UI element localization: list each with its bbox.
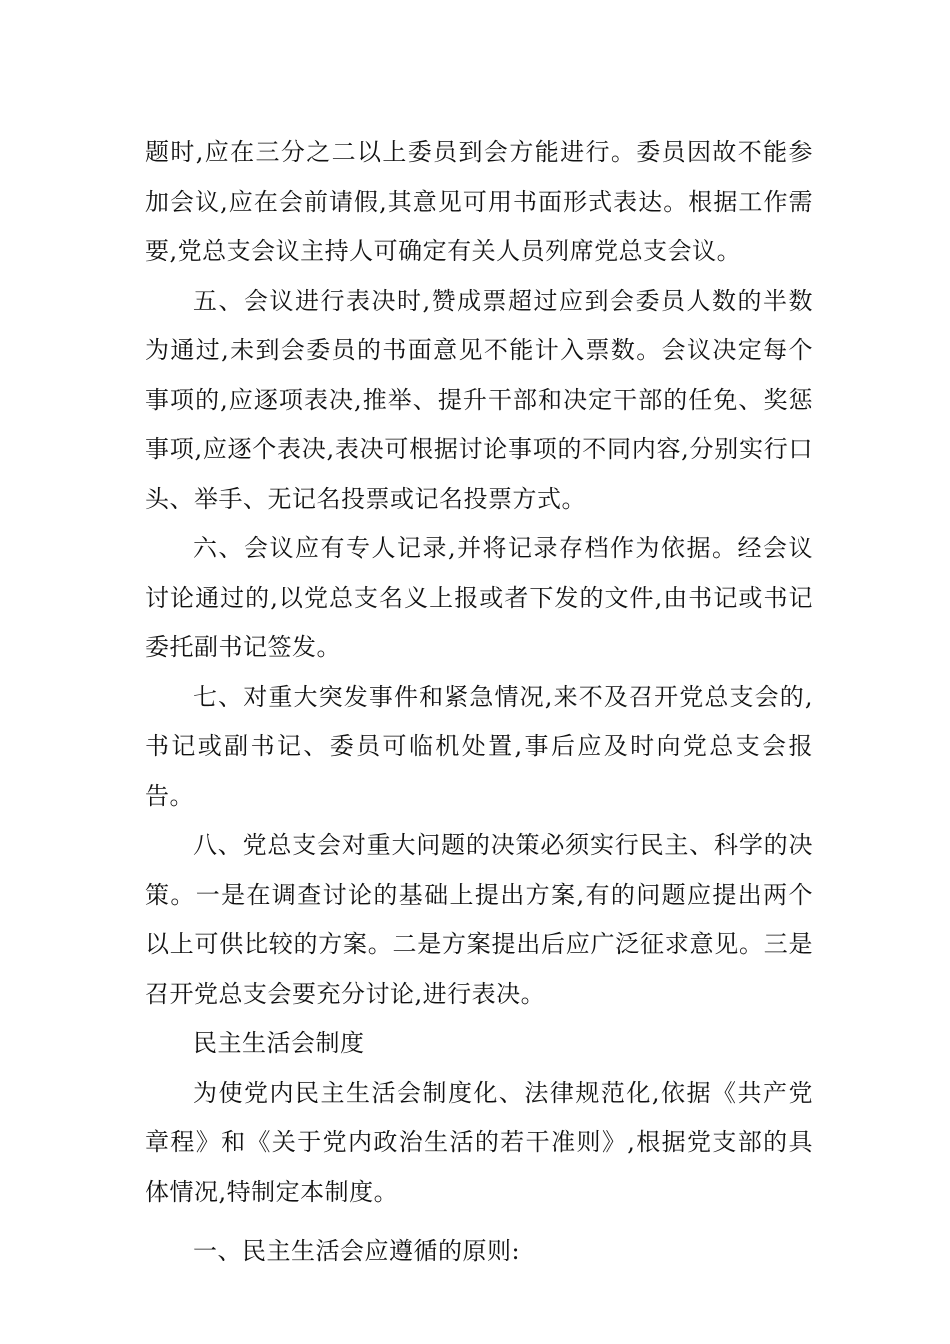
document-body [145,128,813,1277]
paragraph-item-1: 一、民主生活会应遵循的原则: [193,1237,521,1265]
paragraph-item-5: 五、会议进行表决时,赞成票超过应到会委员人数的半数为通过,未到会委员的书面意见不能计入票数。会议决定每个事项的,应逐项表决,推举、提升干部和决定干部的任免、奖惩事项,应逐个表决,表决可根据讨论事项的不同内容,分别实行口头、举手、无记名投票或记名投票方式。 [145,286,813,513]
paragraph-continuation: 题时,应在三分之二以上委员到会方能进行。委员因故不能参加会议,应在会前请假,其意见可用书面形式表达。根据工作需要,党总支会议主持人可确定有关人员列席党总支会议。 [145,138,813,265]
paragraph-item-8: 八、党总支会对重大问题的决策必须实行民主、科学的决策。一是在调查讨论的基础上提出方案,有的问题应提出两个以上可供比较的方案。二是方案提出后应广泛征求意见。三是召开党总支会要充分讨论,进行表决。 [145,831,813,1008]
paragraph-intro: 为使党内民主生活会制度化、法律规范化,依据《共产党章程》和《关于党内政治生活的若干准则》,根据党支部的具体情况,特制定本制度。 [145,1078,813,1206]
paragraph-item-7: 七、对重大突发事件和紧急情况,来不及召开党总支会的,书记或副书记、委员可临机处置,事后应及时向党总支会报告。 [145,682,813,810]
paragraph-item-6: 六、会议应有专人记录,并将记录存档作为依据。经会议讨论通过的,以党总支名义上报或者下发的文件,由书记或书记委托副书记签发。 [145,534,813,661]
section-heading: 民主生活会制度 [193,1029,365,1057]
